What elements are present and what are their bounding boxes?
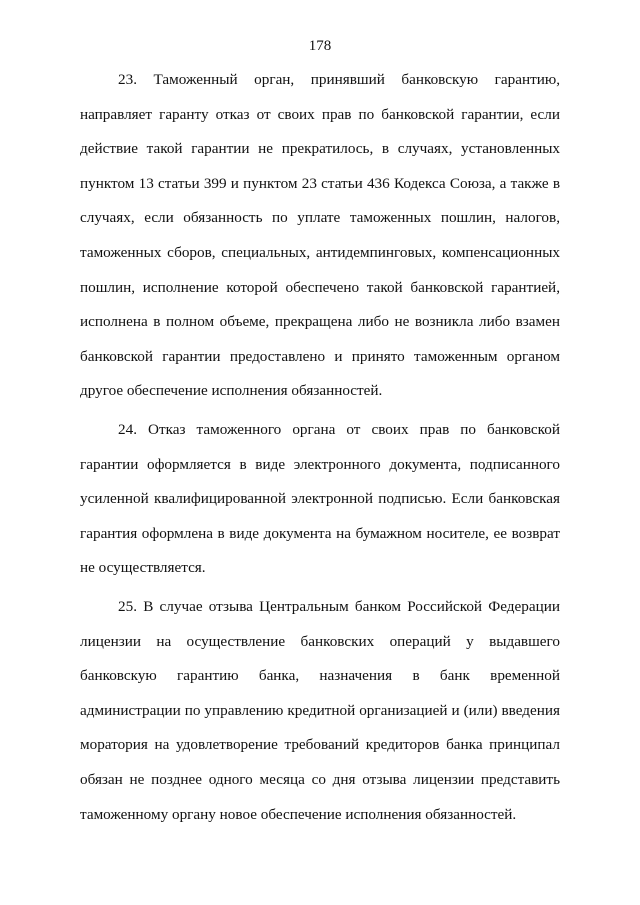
paragraph-25: 25. В случае отзыва Центральным банком Российской Федерации лицензии на осуществление банковских операций у выдавшего банковскую гарантию банка, назначения в банк временной администрации по управлению кредитной организацией и (или) введения моратория на удовлетворение требований кредиторов банка принципал обязан не позднее одного месяца со дня отзыва лицензии представить таможенному органу новое обеспечение исполнения обязанностей.	[80, 598, 560, 823]
paragraph-24-block	[80, 413, 560, 586]
paragraph-25-block	[80, 590, 560, 832]
paragraph-24: 24. Отказ таможенного органа от своих прав по банковской гарантии оформляется в виде электронного документа, подписанного усиленной квалифицированной электронной подписью. Если банковская гарантия оформлена в виде документа на бумажном носителе, ее возврат не осуществляется.	[80, 421, 560, 577]
paragraph-23-block	[80, 63, 560, 409]
paragraph-23: 23. Таможенный орган, принявший банковскую гарантию, направляет гаранту отказ от своих прав по банковской гарантии, если действие такой гарантии не прекратилось, в случаях, установленных пунктом 13 статьи 399 и пунктом 23 статьи 436 Кодекса Союза, а также в случаях, если обязанность по уплате таможенных пошлин, налогов, таможенных сборов, специальных, антидемпинговых, компенсационных пошлин, исполнение которой обеспечено такой банковской гарантией, исполнена в полном объеме, прекращена либо не возникла либо взамен банковской гарантии предоставлено и принято таможенным органом другое обеспечение исполнения обязанностей.	[80, 71, 560, 400]
page-number: 178	[308, 38, 332, 54]
